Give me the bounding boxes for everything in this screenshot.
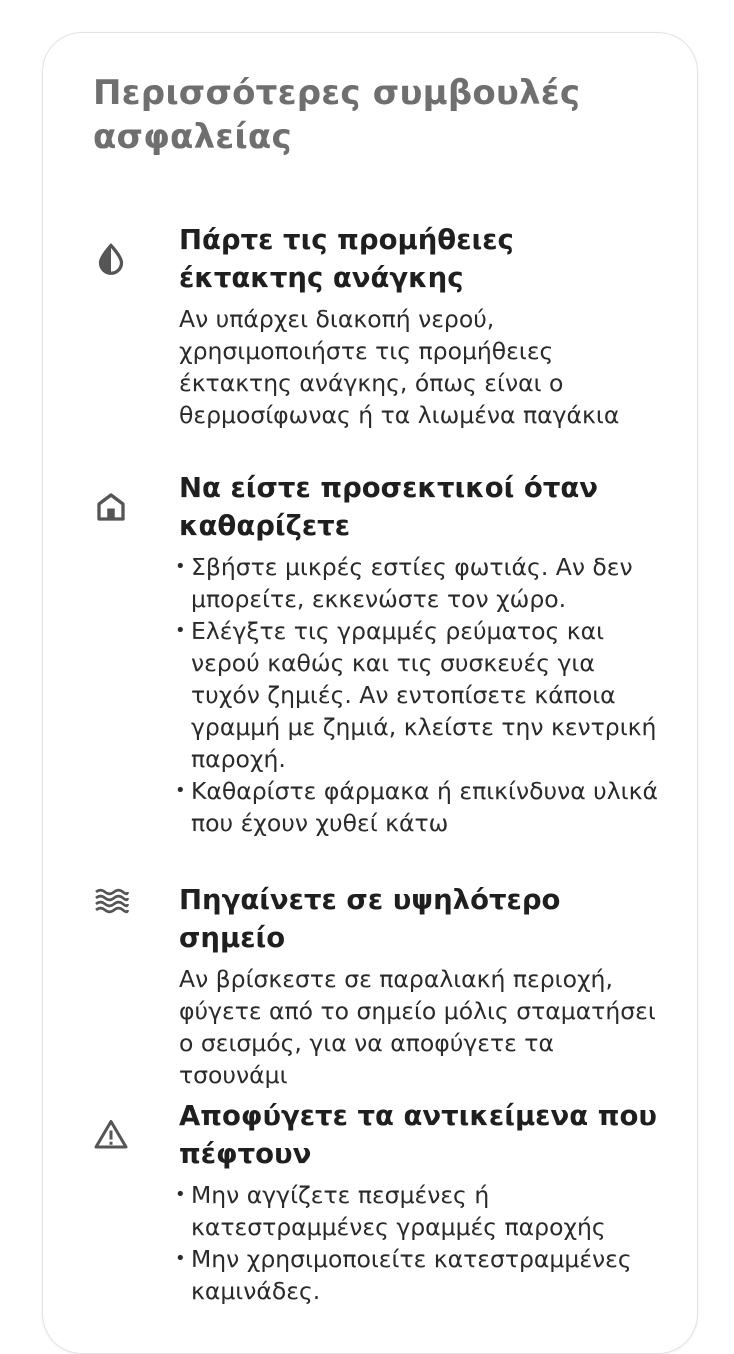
home-icon: [91, 487, 131, 527]
water-drop-icon: [91, 239, 131, 279]
tip-body: [179, 221, 659, 431]
tip-title: Αποφύγετε τα αντικείμενα που πέφτουν: [179, 1100, 657, 1170]
list-item: • Μην αγγίζετε πεσμένες ή κατεστραμμένες γραμμές παροχής: [179, 1179, 659, 1243]
tip-body: [179, 469, 659, 839]
tip-bullet-list: [179, 551, 659, 839]
tip-body: [179, 1097, 659, 1307]
list-item: • Ελέγξτε τις γραμμές ρεύματος και νερού καθώς και τις συσκευές για τυχόν ζημιές. Αν εντοπίσετε κάποια γραμμή με ζημιά, κλείστε την κεντρική παροχή.: [179, 615, 659, 775]
tip-description: Αν βρίσκεστε σε παραλιακή περιοχή, φύγετε από το σημείο μόλις σταματήσει ο σεισμός, για να αποφύγετε τα τσουνάμι: [179, 965, 656, 1089]
tip-description: Αν υπάρχει διακοπή νερού, χρησιμοποιήστε τις προμήθειες έκτακτης ανάγκης, όπως είναι ο θερμοσίφωνας ή τα λιωμένα παγάκια: [179, 305, 620, 429]
tip-body: [179, 881, 659, 1091]
tip-title: Να είστε προσεκτικοί όταν καθαρίζετε: [179, 472, 598, 542]
warning-icon: [91, 1115, 131, 1155]
list-item: • Μην χρησιμοποιείτε κατεστραμμένες καμινάδες.: [179, 1243, 659, 1307]
tip-title: Πάρτε τις προμήθειες έκτακτης ανάγκης: [179, 224, 514, 294]
safety-tips-card: [42, 32, 698, 1354]
tip-bullet-list: [179, 1179, 659, 1307]
waves-icon: [91, 881, 131, 921]
list-item: • Καθαρίστε φάρμακα ή επικίνδυνα υλικά που έχουν χυθεί κάτω: [179, 775, 659, 839]
tip-title: Πηγαίνετε σε υψηλότερο σημείο: [179, 884, 561, 954]
list-item: • Σβήστε μικρές εστίες φωτιάς. Αν δεν μπορείτε, εκκενώστε τον χώρο.: [179, 551, 659, 615]
card-title: Περισσότερες συμβουλές ασφαλείας: [93, 73, 581, 157]
